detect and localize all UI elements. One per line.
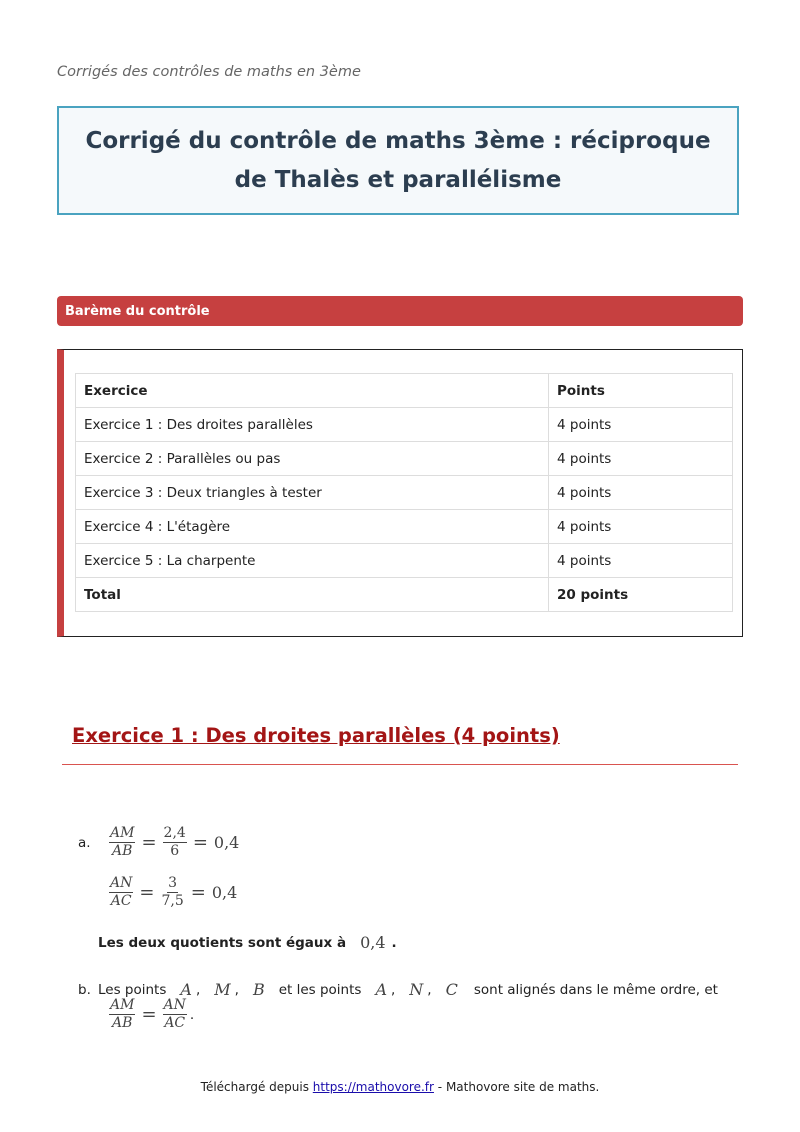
- table-row: [76, 476, 733, 510]
- equals-sign: =: [190, 882, 206, 903]
- fraction-numerator: AM: [110, 825, 135, 841]
- part-b-equation: [109, 998, 194, 1031]
- bareme-table: [75, 373, 733, 612]
- conclusion-value: 0,4: [360, 933, 386, 952]
- conclusion-period: .: [391, 934, 397, 951]
- equals-sign: =: [139, 882, 155, 903]
- fraction-values: [160, 876, 184, 909]
- part-a-equation-2: [109, 876, 237, 909]
- part-b-text-2: et les points: [278, 981, 362, 998]
- part-a-conclusion: [98, 933, 397, 952]
- part-b-sentence: b. Les points A , M , B et les points A , N , C sont alignés dans le même ordre, et: [78, 980, 718, 999]
- table-row: [76, 544, 733, 578]
- exercise-cell: Exercice 2 : Parallèles ou pas: [76, 442, 549, 476]
- point-a: A: [375, 980, 387, 999]
- footer: [0, 1080, 800, 1094]
- part-b-label: b.: [78, 981, 91, 998]
- fraction-an-ac: [109, 876, 133, 909]
- fraction-denominator: AC: [164, 1015, 186, 1031]
- table-header-row: [76, 374, 733, 408]
- points-cell: 4 points: [549, 442, 733, 476]
- point-n: N: [409, 980, 424, 999]
- fraction-numerator: AN: [110, 875, 133, 891]
- column-header-points: Points: [549, 374, 733, 408]
- part-b-text-3: sont alignés dans le même ordre, et: [473, 981, 718, 998]
- point-b: B: [252, 980, 265, 999]
- point-a: A: [180, 980, 192, 999]
- fraction-numerator: 3: [168, 875, 178, 891]
- total-points-cell: 20 points: [549, 578, 733, 612]
- fraction-numerator: AM: [110, 997, 135, 1013]
- points-cell: 4 points: [549, 476, 733, 510]
- fraction-an-ac: [163, 998, 187, 1031]
- footer-link[interactable]: https://mathovore.fr: [312, 1080, 434, 1094]
- fraction-denominator: 6: [170, 843, 180, 859]
- point-m: M: [214, 980, 231, 999]
- points-cell: 4 points: [549, 510, 733, 544]
- table-row: [76, 442, 733, 476]
- bareme-table-box: [57, 349, 743, 637]
- fraction-am-ab: [109, 998, 135, 1031]
- equals-sign: =: [192, 832, 208, 853]
- result-value: 0,4: [211, 883, 238, 902]
- conclusion-text: Les deux quotients sont égaux à: [98, 934, 347, 951]
- points-cell: 4 points: [549, 544, 733, 578]
- exercise-cell: Exercice 1 : Des droites parallèles: [76, 408, 549, 442]
- fraction-denominator: AC: [110, 893, 132, 909]
- total-label-cell: Total: [76, 578, 549, 612]
- bareme-section-header: [57, 296, 743, 326]
- equals-sign: =: [141, 1004, 157, 1025]
- table-row: [76, 510, 733, 544]
- title-box: [57, 106, 739, 215]
- fraction-denominator: AB: [112, 843, 133, 859]
- equals-sign: =: [141, 832, 157, 853]
- fraction-numerator: 2,4: [163, 825, 186, 841]
- exercise-cell: Exercice 4 : L'étagère: [76, 510, 549, 544]
- footer-suffix: - Mathovore site de maths.: [437, 1080, 600, 1094]
- fraction-numerator: AN: [163, 997, 186, 1013]
- part-b-text-1: Les points: [98, 981, 167, 998]
- exercise-cell: Exercice 5 : La charpente: [76, 544, 549, 578]
- column-header-exercise: Exercice: [76, 374, 549, 408]
- part-a-label: a.: [78, 834, 91, 851]
- table-row: [76, 408, 733, 442]
- exercise-1-heading: Exercice 1 : Des droites parallèles (4 points): [72, 724, 560, 747]
- result-value: 0,4: [213, 833, 240, 852]
- exercise-1-divider: [62, 764, 738, 765]
- part-b-period: .: [189, 1006, 195, 1023]
- fraction-am-ab: [109, 826, 135, 859]
- fraction-denominator: AB: [112, 1015, 133, 1031]
- page-title: Corrigé du contrôle de maths 3ème : réciproque de Thalès et parallélisme: [85, 127, 711, 193]
- exercise-cell: Exercice 3 : Deux triangles à tester: [76, 476, 549, 510]
- fraction-values: [163, 826, 187, 859]
- footer-prefix: Téléchargé depuis: [200, 1080, 309, 1094]
- points-cell: 4 points: [549, 408, 733, 442]
- bareme-heading: Barème du contrôle: [65, 303, 210, 319]
- fraction-denominator: 7,5: [161, 893, 184, 909]
- point-c: C: [445, 980, 458, 999]
- part-a-equation-1: [78, 826, 239, 859]
- breadcrumb: Corrigés des contrôles de maths en 3ème: [57, 64, 361, 80]
- table-total-row: [76, 578, 733, 612]
